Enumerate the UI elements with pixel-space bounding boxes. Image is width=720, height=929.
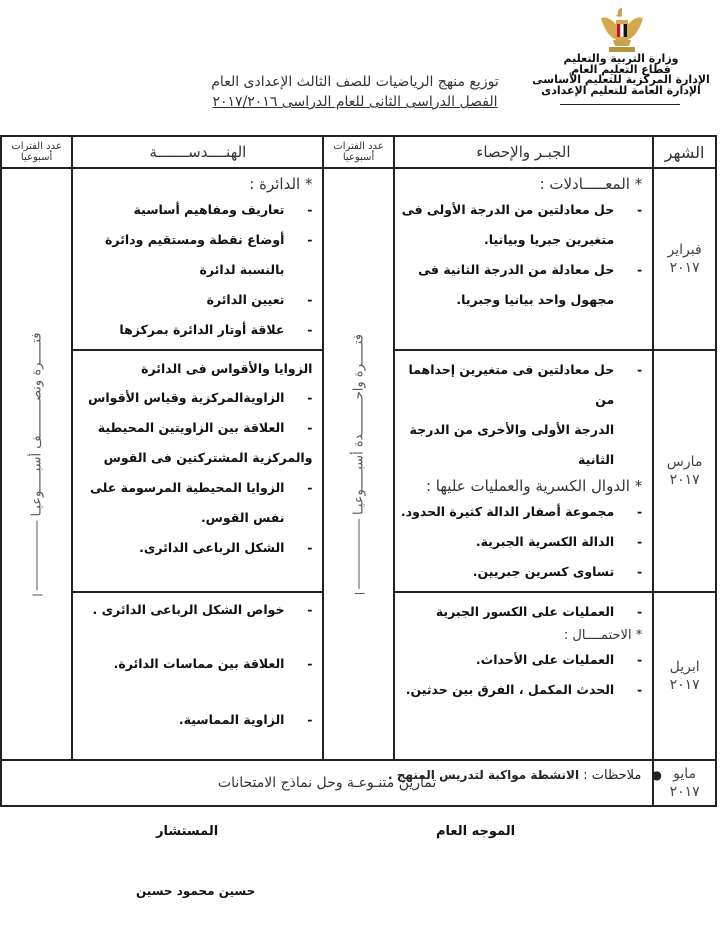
ministry-header <box>528 54 714 96</box>
item-text-cont: والمركزية المشتركتين فى القوس <box>103 450 313 465</box>
dash-bullet: - <box>637 362 643 377</box>
item-text: العلاقة بين مماسات الدائرة. <box>113 656 285 671</box>
header-algebra: الجبـر والإحصاء <box>394 136 654 168</box>
list-item <box>79 473 312 503</box>
item-text: حل معادلتين من الدرجة الأولى فى <box>401 202 615 217</box>
item-text-cont: بالنسبة لدائرة <box>199 262 285 277</box>
geometry-periods-cell <box>1 168 72 760</box>
item-text-cont: نفس القوس. <box>200 510 285 525</box>
month-cell <box>653 760 716 806</box>
periods-label: أسبوعيا <box>342 152 375 163</box>
dash-bullet: - <box>637 652 643 667</box>
dash-bullet: - <box>307 292 313 307</box>
title-line-1: توزيع منهج الرياضيات للصف الثالث الإعدادى العام <box>211 74 499 90</box>
month-cell <box>653 592 716 760</box>
geometry-cell <box>72 350 323 592</box>
topic-heading: الزوايا والأقواس فى الدائرة <box>141 361 313 376</box>
dash-bullet: - <box>307 712 313 727</box>
algebra-periods-vertical-label <box>351 334 366 594</box>
ministry-line: الإدارة العامة للتعليم الإعدادى <box>541 83 701 97</box>
algebra-periods-cell <box>323 168 393 760</box>
geometry-periods-vertical-label <box>29 333 44 596</box>
item-text-cont: الدرجة الأولى والأخرى من الدرجة <box>409 422 615 437</box>
month-cell <box>653 168 716 350</box>
algebra-cell <box>394 592 654 760</box>
table-header-row <box>1 136 716 168</box>
list-item <box>401 255 643 285</box>
periods-label: عدد الفترات <box>333 141 384 152</box>
dash-bullet: - <box>637 564 643 579</box>
dash-bullet: - <box>637 604 643 619</box>
header-divider <box>560 104 680 105</box>
list-item <box>401 355 643 415</box>
list-item <box>79 315 312 345</box>
egypt-eagle-emblem-icon <box>597 6 647 54</box>
list-item <box>79 597 312 623</box>
topic-heading: * الدوال الكسرية والعمليات عليها : <box>425 477 643 495</box>
label-line-end <box>354 593 364 594</box>
dash-bullet: - <box>307 322 313 337</box>
month-cell <box>653 350 716 592</box>
item-text-cont: متغيرين جبريا وبيانيا. <box>484 232 615 247</box>
list-item <box>79 195 312 225</box>
dash-bullet: - <box>637 262 643 277</box>
month-name: ابريل <box>669 659 700 675</box>
item-text: حل معادلتين فى متغيرين إحداهما من <box>408 362 615 407</box>
advisor-name: حسين محمود حسين <box>136 884 256 898</box>
dash-bullet: - <box>307 540 313 555</box>
item-text: حل معادلة من الدرجة الثانية فى <box>418 262 615 277</box>
bullet-icon: ● <box>651 768 662 782</box>
topic-heading: * الدائرة : <box>249 175 313 193</box>
ministry-line: وزارة التربية والتعليم <box>563 52 679 65</box>
dash-bullet: - <box>307 390 313 405</box>
topic-heading: * المعـــــادلات : <box>539 175 643 193</box>
dash-bullet: - <box>307 602 313 617</box>
algebra-cell <box>394 168 654 350</box>
list-item <box>401 597 643 627</box>
geometry-cell <box>72 592 323 760</box>
algebra-cell <box>394 350 654 592</box>
dash-bullet: - <box>637 682 643 697</box>
item-text: الزاوية المماسية. <box>178 712 285 727</box>
notes-label: ملاحظات : <box>583 768 642 783</box>
list-item <box>79 285 312 315</box>
item-text: علاقة أوتار الدائرة بمركزها <box>119 322 285 337</box>
month-year: ٢٠١٧ <box>669 260 700 276</box>
notes <box>388 768 662 783</box>
item-text: أوضاع نقطة ومستقيم ودائرة <box>105 232 285 247</box>
dash-bullet: - <box>307 232 313 247</box>
month-year: ٢٠١٧ <box>669 472 700 488</box>
curriculum-table <box>0 135 717 807</box>
list-item <box>401 195 643 225</box>
list-item <box>401 645 643 675</box>
month-name: مارس <box>666 454 703 470</box>
month-year: ٢٠١٧ <box>669 677 700 693</box>
item-text: الدالة الكسرية الجبرية. <box>475 534 615 549</box>
document-title <box>190 72 520 112</box>
list-item <box>401 557 643 587</box>
general-supervisor-signature: الموجه العام <box>436 824 516 839</box>
table-row-may <box>1 760 716 806</box>
geometry-cell <box>72 168 323 350</box>
dash-bullet: - <box>307 656 313 671</box>
item-text: الحدث المكمل ، الفرق بين حدثين. <box>405 682 615 697</box>
list-item <box>79 383 312 413</box>
header-month: الشهر <box>653 136 716 168</box>
notes-text: الانشطة مواكبة لتدريس المنهج . <box>388 768 580 782</box>
dash-bullet: - <box>637 504 643 519</box>
list-item <box>79 533 312 563</box>
topic-heading: * الاحتمــــال : <box>563 628 643 643</box>
item-text: مجموعة أصفار الدالة كثيرة الحدود. <box>400 504 615 519</box>
vertical-label-text: فتـــــرة واحـــــــــدة أسبـــــوعيـا <box>351 334 367 515</box>
ministry-line: قطاع التعليم العام <box>571 62 671 76</box>
item-text: العمليات على الكسور الجبرية <box>435 604 615 619</box>
list-item <box>401 497 643 527</box>
ministry-line: الإدارة المركزية للتعليم الأساسى <box>532 73 710 86</box>
revision-cell: تمارين متنـوعـة وحل نماذج الامتحانات <box>1 760 653 806</box>
month-year: ٢٠١٧ <box>669 784 700 800</box>
dash-bullet: - <box>307 480 313 495</box>
item-text: الشكل الرباعى الدائرى. <box>139 540 285 555</box>
month-name: فبراير <box>667 242 702 258</box>
list-item <box>79 707 312 733</box>
item-text-cont: الثانية <box>578 452 615 467</box>
periods-label: عدد الفترات <box>11 141 62 152</box>
item-text: العمليات على الأحداث. <box>475 652 615 667</box>
list-item <box>79 651 312 677</box>
table-row-february <box>1 168 716 350</box>
header-algebra-periods <box>323 136 393 168</box>
advisor-signature: المستشار <box>156 824 219 839</box>
label-line <box>36 520 37 590</box>
month-name: مايو <box>673 766 697 782</box>
list-item <box>79 225 312 255</box>
item-text: تعيين الدائرة <box>206 292 285 307</box>
dash-bullet: - <box>307 202 313 217</box>
list-item <box>401 527 643 557</box>
item-text: الزاويةالمركزية وقياس الأقواس <box>88 390 285 405</box>
title-line-2: الفصل الدراسى الثانى للعام الدراسى ٢٠١٧/٢٠١٦ <box>212 94 498 110</box>
list-item <box>401 675 643 705</box>
dash-bullet: - <box>637 534 643 549</box>
header-geometry-periods <box>1 136 72 168</box>
label-line <box>358 519 359 589</box>
item-text: تساوى كسرين جبريين. <box>472 564 615 579</box>
list-item <box>79 413 312 443</box>
item-text: الزوايا المحيطية المرسومة على <box>90 480 285 495</box>
item-text: خواص الشكل الرباعى الدائرى . <box>92 602 285 617</box>
header-geometry: الهنــــدســـــــة <box>72 136 323 168</box>
item-text: تعاريف ومفاهيم أساسية <box>133 202 285 217</box>
item-text: العلاقة بين الزاويتين المحيطية <box>97 420 285 435</box>
label-line-end <box>32 594 42 595</box>
vertical-label-text: فتـــــرة ونصـــــــــف أسبـــــوعيـا <box>29 332 45 517</box>
dash-bullet: - <box>307 420 313 435</box>
dash-bullet: - <box>637 202 643 217</box>
periods-label: أسبوعيا <box>20 152 53 163</box>
item-text-cont: مجهول واحد بيانيا وجبريا. <box>456 292 615 307</box>
